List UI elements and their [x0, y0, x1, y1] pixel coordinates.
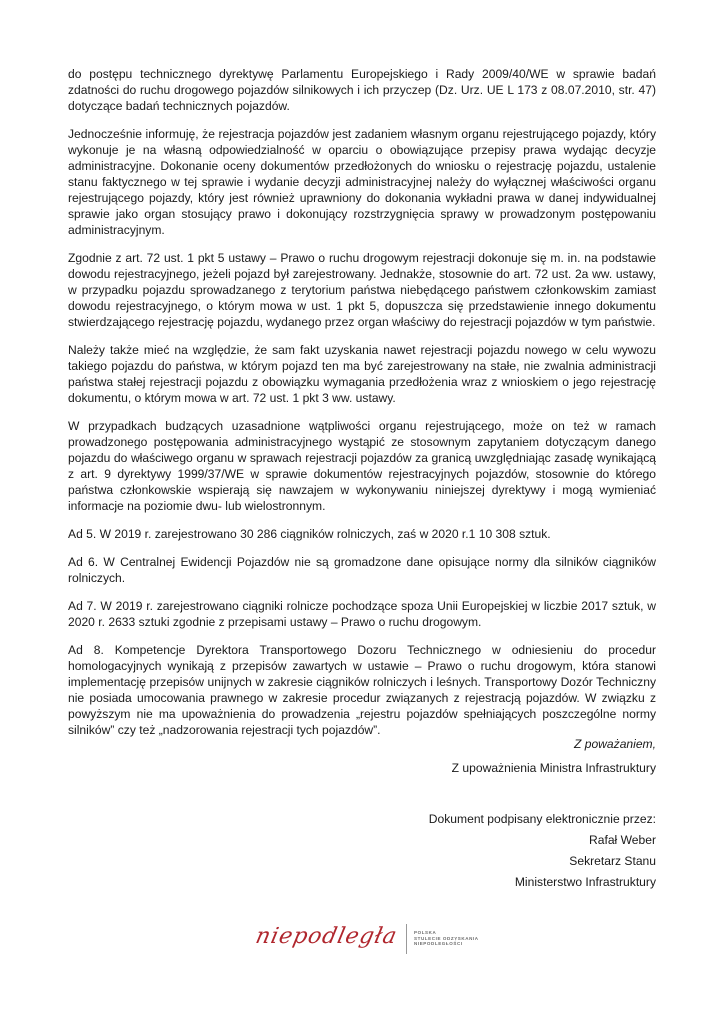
paragraph-doubtful-cases: W przypadkach budzących uzasadnione wątpliwości organu rejestrującego, może on też w ramach prowadzonego postępowania administracyjnego wystąpić ze stosownym zapytaniem dotyczącym danego pojazdu do właściwego organu w sprawach rejestracji pojazdów za granicą uwzględniając zasadę wynikającą z art. 9 dyrektywy 1999/37/WE w sprawie dokumentów rejestracyjnych pojazdów, stosownie do którego państwa członkowskie wspierają się nawzajem w wykonywaniu niniejszej dyrektywy i mogą wymieniać informacje na poziomie dwu- lub wielostronnym.	[68, 419, 656, 513]
logo-wordmark: niepodległa	[253, 924, 400, 949]
closing-authorization: Z upoważnienia Ministra Infrastruktury	[451, 761, 656, 775]
logo-caption-line: POLSKA	[414, 930, 437, 935]
paragraph-art-72: Zgodnie z art. 72 ust. 1 pkt 5 ustawy – Prawo o ruchu drogowym rejestracji dokonuje się m. in. na podstawie dowodu rejestracyjnego, jeżeli pojazd był zarejestrowany. Jednakże, stosownie do art. 72 ust. 2a ww. ustawy, w przypadku pojazdu sprowadzanego z terytorium państwa niebędącego państwem członkowskim zamiast dowodu rejestracyjnego, o którym mowa w ust. 1 pkt 5, dopuszcza się przedstawienie innego dokumentu stwierdzającego rejestrację pojazdu, wydanego przez organ właściwy do rejestracji pojazdów w tym państwie.	[68, 251, 656, 329]
signer-ministry: Ministerstwo Infrastruktury	[514, 875, 656, 889]
signature-block	[429, 811, 656, 895]
letter-body	[68, 66, 656, 750]
paragraph-ad-6: Ad 6. W Centralnej Ewidencji Pojazdów nie są gromadzone dane opisujące normy dla silników ciągników rolniczych.	[68, 555, 656, 585]
paragraph-ad-7: Ad 7. W 2019 r. zarejestrowano ciągniki rolnicze pochodzące spoza Unii Europejskiej w liczbie 2017 sztuk, w 2020 r. 2633 sztuki zgodnie z przepisami ustawy – Prawo o ruchu drogowym.	[68, 599, 656, 629]
niepodlegla-logo	[253, 920, 486, 960]
signer-name: Rafał Weber	[589, 833, 656, 847]
paragraph-intro-continuation: do postępu technicznego dyrektywę Parlamentu Europejskiego i Rady 2009/40/WE w sprawie badań zdatności do ruchu drogowego pojazdów silnikowych i ich przyczep (Dz. Urz. UE L 173 z 08.07.2010, str. 47) dotyczące badań technicznych pojazdów.	[68, 67, 656, 113]
paragraph-registration-competence: Jednocześnie informuję, że rejestracja pojazdów jest zadaniem własnym organu rejestrującego pojazdy, który wykonuje je na własną odpowiedzialność w oparciu o obowiązujące przepisy prawa wydając decyzje administracyjne. Dokonanie oceny dokumentów przedłożonych do wniosku o rejestrację pojazdu, ustalenie stanu faktycznego w tej sprawie i wydanie decyzji administracyjnej należy do wyłącznej właściwości organu rejestrującego pojazdy, który jest również uprawniony do dokonania wykładni prawa w danej indywidualnej sprawie jako organ stosujący prawo i dokonujący rozstrzygnięcia sprawy w prowadzonym postępowaniu administracyjnym.	[68, 127, 656, 237]
paragraph-ad-5: Ad 5. W 2019 r. zarejestrowano 30 286 ciągników rolniczych, zaś w 2020 r.1 10 308 sztuk.	[68, 527, 551, 541]
closing-regards: Z poważaniem,	[573, 737, 656, 751]
logo-separator	[406, 924, 407, 954]
signed-by-label: Dokument podpisany elektronicznie przez:	[428, 812, 656, 826]
paragraph-ad-8: Ad 8. Kompetencje Dyrektora Transportowego Dozoru Technicznego w odniesieniu do procedur homologacyjnych wynikają z przepisów zawartych w ustawie – Prawo o ruchu drogowym, która stanowi implementację przepisów unijnych w zakresie ciągników rolniczych i leśnych. Transportowy Dozór Techniczny nie posiada umocowania prawnego w zakresie procedur związanych z rejestracją pojazdów. W związku z powyższym nie ma upoważnienia do prowadzenia „rejestru pojazdów spełniających poszczególne normy silników” czy też „nadzorowania rejestracji tych pojazdów”.	[68, 643, 656, 737]
signer-position: Sekretarz Stanu	[569, 854, 656, 868]
logo-caption-line: NIEPODLEGŁOŚCI	[414, 941, 463, 946]
paragraph-new-vehicle-export: Należy także mieć na względzie, że sam fakt uzyskania nawet rejestracji pojazdu nowego w celu wywozu takiego pojazdu do państwa, w którym pojazd ten ma być zarejestrowany na stałe, nie zwalnia administracji państwa stałej rejestracji pojazdu z obowiązku wymagania przedłożenia wraz z wnioskiem o jego rejestrację dokumentu, o którym mowa w art. 72 ust. 1 pkt 3 ww. ustawy.	[68, 343, 656, 405]
logo-caption	[414, 930, 479, 947]
logo-caption-line: STULECIE ODZYSKANIA	[414, 935, 479, 941]
